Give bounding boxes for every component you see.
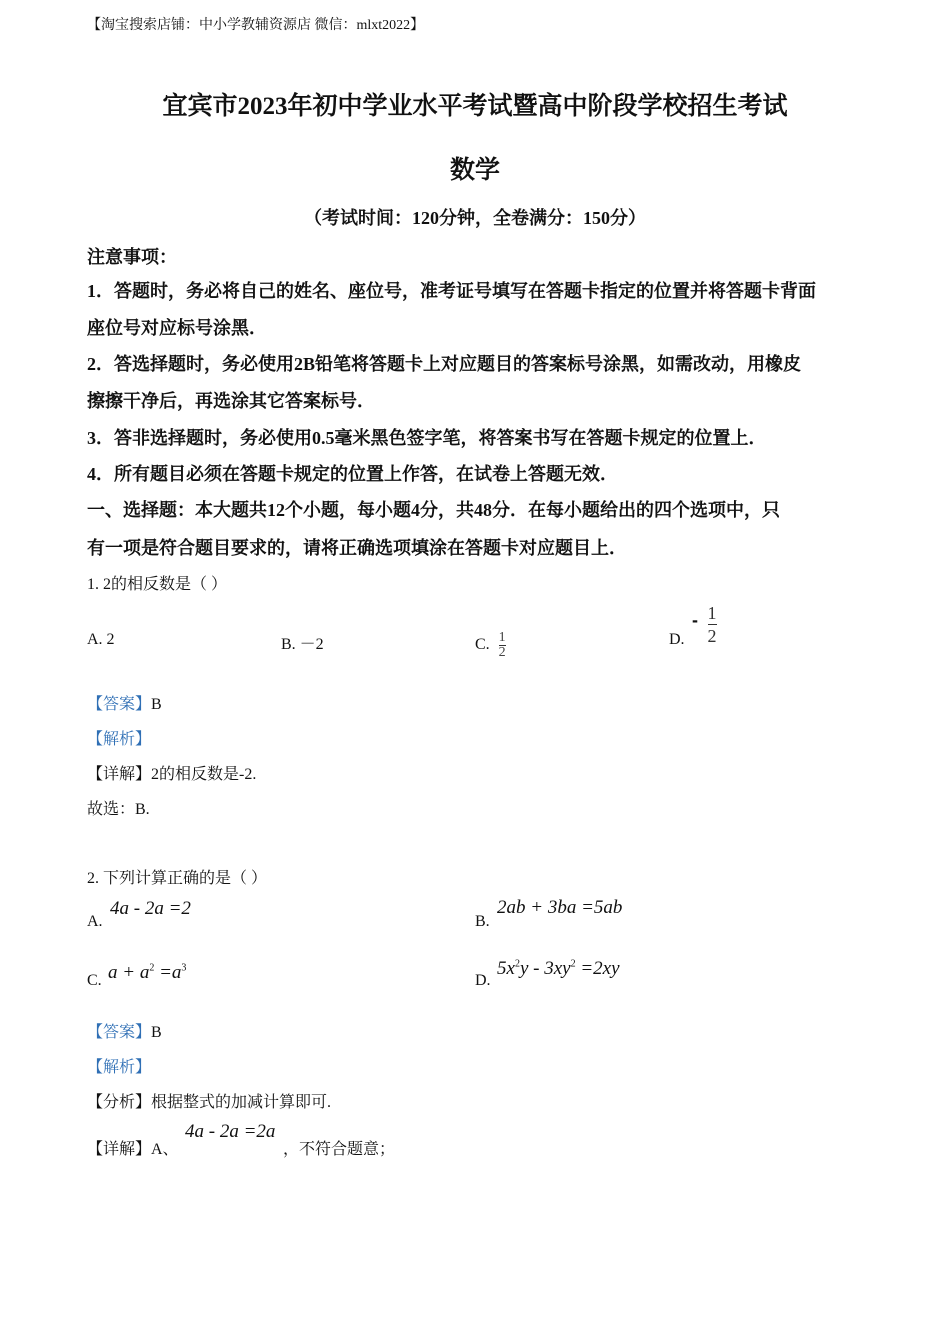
q2-answer (87, 1019, 162, 1042)
answer-value: B (151, 1024, 162, 1041)
notice-line: 2．答选择题时，务必使用2B铅笔将答题卡上对应题目的答案标号涂黑，如需改动，用橡皮 (87, 354, 802, 374)
q1-detail: 【详解】2的相反数是-2. (87, 766, 257, 783)
q2-analysis-tag: 【解析】 (87, 1059, 152, 1076)
answer-tag: 【答案】 (87, 1024, 152, 1041)
q2-option-d-expr (497, 958, 620, 980)
math-part: =a (154, 962, 182, 983)
notice-heading: 注意事项： (87, 247, 177, 267)
option-label: D. (669, 631, 685, 648)
math-part: 5x (497, 958, 515, 979)
answer-tag: 【答案】 (87, 696, 152, 713)
notice-line: 座位号对应标号涂黑． (87, 318, 267, 338)
exponent: 2 (514, 958, 520, 970)
q1-option-b: B. －2 (281, 636, 324, 653)
notice-line: 4．所有题目必须在答题卡规定的位置上作答，在试卷上答题无效． (87, 464, 618, 484)
numerator: 1 (707, 603, 717, 623)
notice-line: 3．答非选择题时，务必使用0.5毫米黑色签字笔，将答案书写在答题卡规定的位置上． (87, 428, 767, 448)
header-note: 【淘宝搜索店铺：中小学教辅资源店 微信：mlxt2022】 (87, 18, 425, 33)
q1-analysis-tag: 【解析】 (87, 731, 152, 748)
exam-info: （考试时间：120分钟，全卷满分：150分） (304, 208, 646, 228)
answer-value: B (151, 696, 162, 713)
notice-line: 擦擦干净后，再选涂其它答案标号． (87, 391, 375, 411)
section-heading: 一、选择题：本大题共12个小题，每小题4分，共48分．在每小题给出的四个选项中，只 (87, 500, 780, 520)
math-part: y - 3xy (519, 958, 571, 979)
math-part: =2xy (575, 958, 620, 979)
numerator: 1 (498, 630, 506, 645)
q2-option-c-label: C. (87, 972, 102, 989)
fraction-bar (708, 624, 717, 625)
q1-conclusion: 故选：B. (87, 801, 150, 818)
q2-stem: 2. 下列计算正确的是（ ） (87, 870, 268, 887)
q2-option-c-expr (108, 962, 186, 984)
q2-detail-expr: 4a - 2a =2a (185, 1121, 276, 1142)
q1-option-d (669, 631, 685, 649)
option-label: C. (475, 636, 490, 654)
fraction (708, 604, 717, 645)
q2-detail-prefix: 【详解】A、 (87, 1141, 179, 1158)
exponent: 2 (149, 962, 155, 974)
math-part: a + a (108, 962, 150, 983)
exam-title: 宜宾市2023年初中学业水平考试暨高中阶段学校招生考试 (162, 93, 788, 120)
q2-detail-suffix: ，不符合题意； (283, 1141, 396, 1158)
subject-title: 数学 (449, 157, 500, 184)
q2-option-a-expr: 4a - 2a =2 (110, 898, 191, 919)
q1-stem: 1. 2的相反数是（ ） (87, 576, 228, 593)
notice-line: 1．答题时，务必将自己的姓名、座位号，准考证号填写在答题卡指定的位置并将答题卡背面 (87, 281, 816, 301)
exponent: 3 (181, 962, 187, 974)
fraction (499, 631, 506, 660)
q1-option-a: A. 2 (87, 631, 115, 648)
q2-option-b-expr: 2ab + 3ba =5ab (497, 897, 623, 918)
q2-option-a-label: A. (87, 913, 103, 930)
q2-fenxi: 【分析】根据整式的加减计算即可. (87, 1094, 332, 1111)
q1-option-c (475, 631, 506, 660)
q1-answer (87, 691, 162, 714)
denominator: 2 (498, 645, 506, 660)
q1-option-d-math (692, 604, 717, 645)
exponent: 2 (570, 958, 576, 970)
q2-option-b-label: B. (475, 913, 490, 930)
denominator: 2 (707, 626, 717, 646)
section-heading: 有一项是符合题目要求的，请将正确选项填涂在答题卡对应题目上． (87, 538, 627, 558)
minus-sign: - (692, 610, 698, 630)
q2-option-d-label: D. (475, 972, 491, 989)
